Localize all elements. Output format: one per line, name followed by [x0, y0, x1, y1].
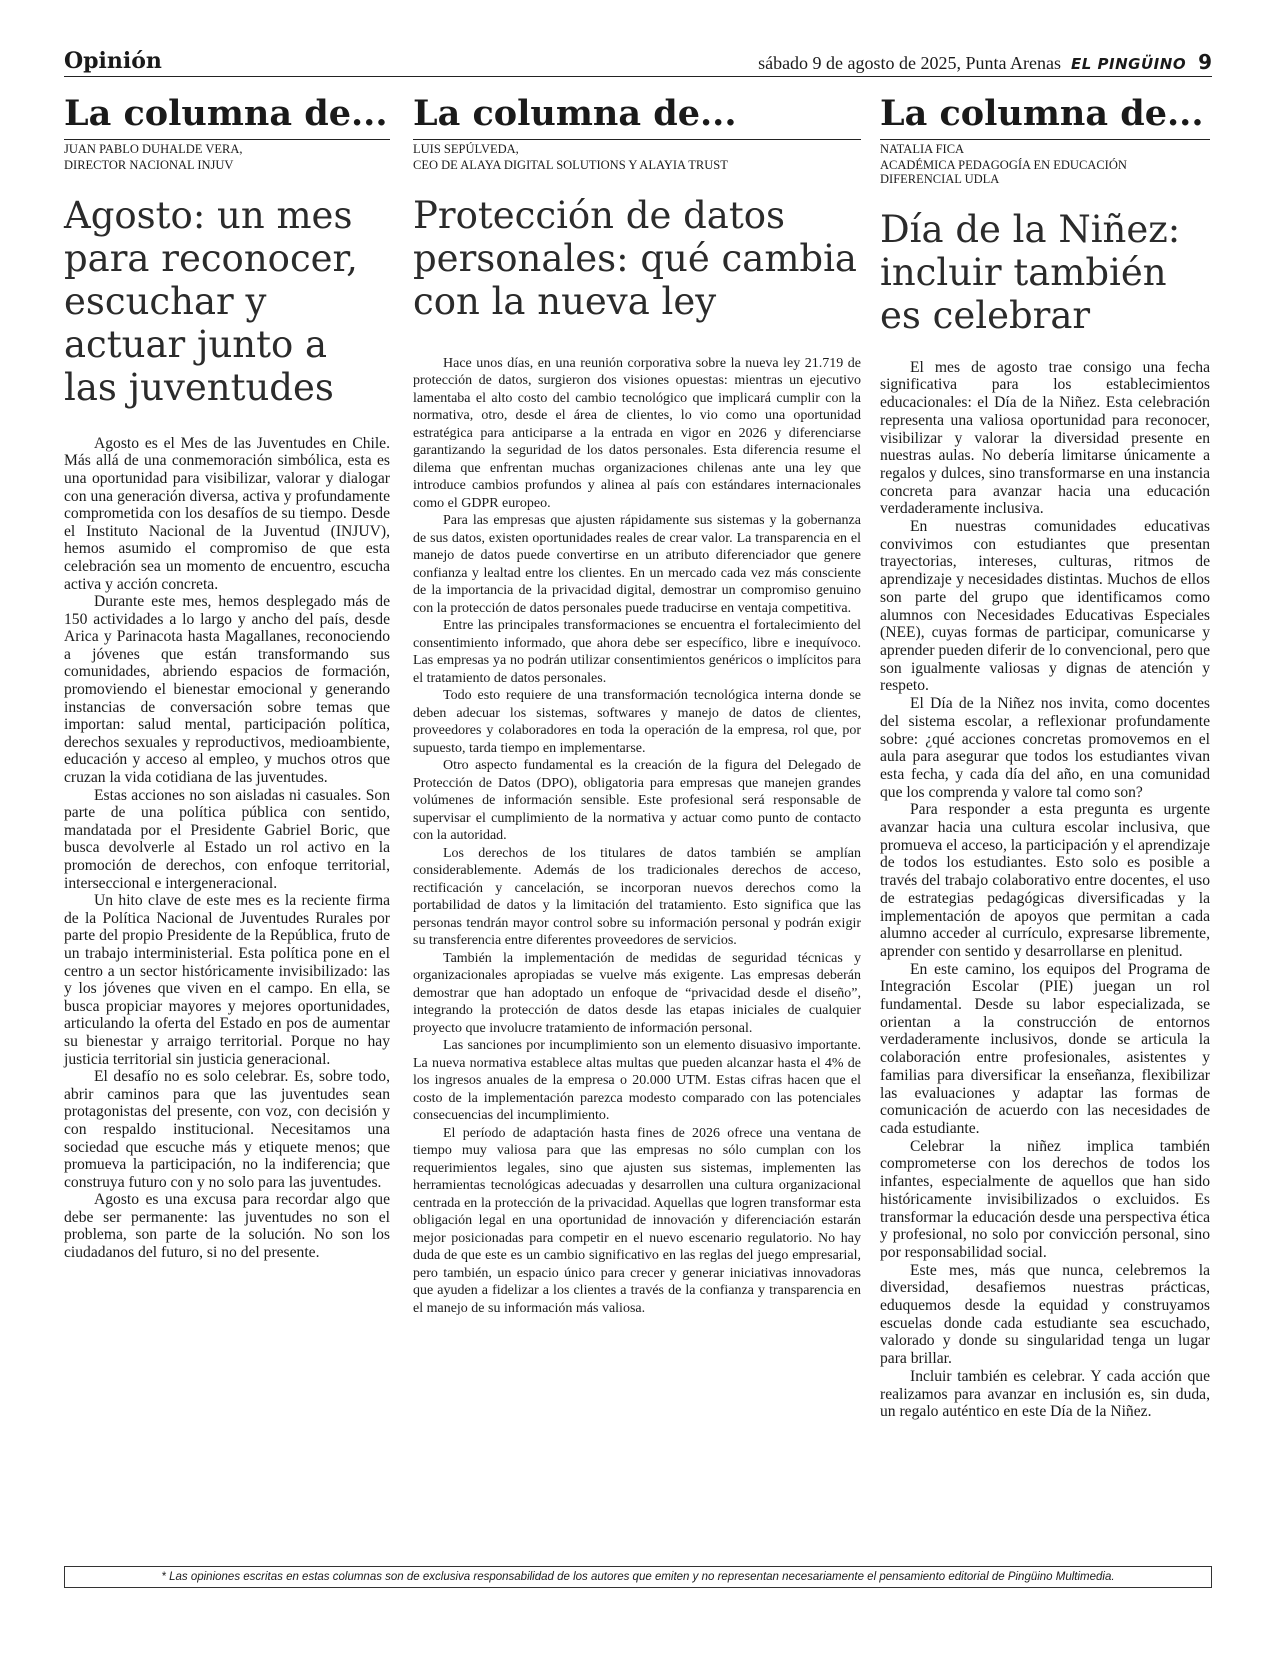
- column-headline: Día de la Niñez: incluir también es celebrar: [880, 207, 1181, 337]
- body-paragraph: Durante este mes, hemos desplegado más de 150 actividades a lo largo y ancho del país, desde Arica y Parinacota hasta Magallanes, reconociendo a jóvenes que están transformando sus comunidades, abriendo espacios de formación, promoviendo el bienestar emocional y generando instancias de conversación sobre temas que importan: salud mental, participación política, derechos sexuales y reproductivos, medioambiente, educación y acceso al empleo, y muchos otros que cruzan la vida cotidiana de las juventudes.: [64, 593, 390, 787]
- section-label: Opinión: [64, 48, 162, 74]
- column-kicker: La columna de...: [413, 96, 861, 140]
- body-paragraph: El período de adaptación hasta fines de 2026 ofrece una ventana de tiempo muy valiosa para que las empresas no sólo cumplan con los requerimientos legales, sino que ajusten sus sistemas, implementen las herramientas tecnológicas adecuadas y desarrollen una cultura organizacional centrada en la protección de la privacidad. Aquellas que logren transformar esta obligación legal en una oportunidad de innovación y diferenciación estarán mejor posicionadas para competir en el nuevo escenario regulatorio. No hay duda de que este es un cambio significativo en las reglas del juego empresarial, pero también, un espacio único para crecer y generar iniciativas innovadoras que ayuden a fidelizar a los clientes a través de la confianza y transparencia en el manejo de su información más valiosa.: [413, 1125, 861, 1316]
- body-paragraph: Para las empresas que ajusten rápidamente sus sistemas y la gobernanza de sus datos, existen oportunidades reales de crear valor. La transparencia en el manejo de datos puede convertirse en un atributo diferenciador que genere confianza y lealtad entre los clientes. En un mercado cada vez más consciente de la importancia de la privacidad digital, demostrar un compromiso genuino con la protección de datos personales puede traducirse en ventaja competitiva.: [413, 513, 861, 616]
- dateline: sábado 9 de agosto de 2025, Punta Arenas: [758, 53, 1062, 73]
- body-paragraph: Las sanciones por incumplimiento son un elemento disuasivo importante. La nueva normativa establece altas multas que pueden alcanzar hasta el 4% de los ingresos anuales de la empresa o 20.000 UTM. Estas cifras hacen que el costo de la implementación parezca modesto comparado con las potenciales consecuencias del incumplimiento.: [413, 1038, 861, 1124]
- page-number: 9: [1198, 50, 1212, 74]
- body-paragraph: Este mes, más que nunca, celebremos la diversidad, desafiemos nuestras prácticas, eduquemos desde la equidad y construyamos escuelas donde cada estudiante sea escuchado, valorado y donde su singularidad tenga un lugar para brillar.: [880, 1261, 1210, 1368]
- column-body: [64, 435, 390, 1262]
- body-paragraph: El mes de agosto trae consigo una fecha significativa para los establecimientos educacionales: el Día de la Niñez. Esta celebración representa una valiosa oportunidad para reconocer, visibilizar y valorar la diversidad presente en nuestras aulas. No debería limitarse únicamente a regalos y dulces, sino transformarse en una instancia concreta para avanzar hacia una educación verdaderamente inclusiva.: [880, 358, 1210, 518]
- column-1: [64, 93, 390, 1262]
- author-name: LUIS SEPÚLVEDA,: [413, 141, 519, 156]
- body-paragraph: Todo esto requiere de una transformación tecnológica interna donde se deben adecuar los sistemas, softwares y manejo de datos de clientes, proveedores y colaboradores en toda la operación de la empresa, rol que, por supuesto, tarda tiempo en implementarse.: [413, 688, 861, 756]
- author-title: ACADÉMICA PEDAGOGÍA EN EDUCACIÓN DIFERENCIAL UDLA: [880, 157, 1127, 186]
- column-body: [413, 355, 861, 1318]
- disclaimer-footnote: * Las opiniones escritas en estas columnas son de exclusiva responsabilidad de los autores que emiten y no representan necesariamente el pensamiento editorial de Pingüino Multimedia.: [64, 1566, 1212, 1588]
- header-right: [758, 50, 1212, 74]
- column-2: [413, 93, 861, 1317]
- author-name: NATALIA FICA: [880, 141, 965, 156]
- body-paragraph: Celebrar la niñez implica también comprometerse con los derechos de todos los infantes, especialmente de aquellos que han sido históricamente invisibilizados o excluidos. Es transformar la educación desde una perspectiva ética y profesional, no solo por convicción personal, sino por responsabilidad social.: [880, 1137, 1210, 1261]
- body-paragraph: También la implementación de medidas de seguridad técnicas y organizacionales apropiadas se vuelve más exigente. Las empresas deberán demostrar que han adoptado un enfoque de “privacidad desde el diseño”, integrando la protección de datos desde las etapas iniciales de cualquier proyecto que involucre tratamiento de información personal.: [413, 950, 861, 1036]
- column-3: [880, 93, 1210, 1421]
- body-paragraph: El Día de la Niñez nos invita, como docentes del sistema escolar, a reflexionar profundamente sobre: ¿qué acciones concretas promovemos en el aula para asegurar que todos los estudiantes vivan esta fecha, y cada día del año, en una comunidad que los comprenda y valore tal como son?: [880, 695, 1210, 801]
- column-kicker: La columna de...: [64, 96, 390, 140]
- column-body: [880, 359, 1210, 1421]
- body-paragraph: El desafío no es solo celebrar. Es, sobre todo, abrir caminos para que las juventudes sean protagonistas del presente, con voz, con decisión y con respaldo institucional. Necesitamos una sociedad que escuche más y etiquete menos; que promueva la participación, no la indiferencia; que construya futuro con y no solo para las juventudes.: [64, 1068, 390, 1191]
- body-paragraph: Otro aspecto fundamental es la creación de la figura del Delegado de Protección de Datos (DPO), obligatoria para empresas que manejen grandes volúmenes de información sensible. Este profesional será responsable de supervisar el cumplimiento de la normativa y actuar como punto de contacto con la autoridad.: [413, 758, 861, 844]
- body-paragraph: Agosto es el Mes de las Juventudes en Chile. Más allá de una conmemoración simbólica, esta es una oportunidad para visibilizar, valorar y dialogar con una generación diversa, activa y profundamente comprometida con los desafíos de su tiempo. Desde el Instituto Nacional de la Juventud (INJUV), hemos asumido el compromiso de que esta celebración sea un momento de encuentro, escucha activa y acción concreta.: [64, 434, 390, 593]
- body-paragraph: Entre las principales transformaciones se encuentra el fortalecimiento del consentimiento informado, que ahora debe ser específico, libre e inequívoco. Las empresas ya no podrán utilizar consentimientos genéricos o implícitos para el tratamiento de datos personales.: [413, 618, 861, 686]
- column-kicker: La columna de...: [880, 96, 1210, 140]
- newspaper-logo: EL PINGÜINO: [1071, 55, 1187, 73]
- column-headline: Agosto: un mes para reconocer, escuchar y actuar junto a las juventudes: [64, 193, 358, 409]
- body-paragraph: Incluir también es celebrar. Y cada acción que realizamos para avanzar en inclusión es, sin duda, un regalo auténtico en este Día de la Niñez.: [880, 1367, 1210, 1421]
- body-paragraph: Un hito clave de este mes es la reciente firma de la Política Nacional de Juventudes Rurales por parte del propio Presidente de la República, fruto de un trabajo interministerial. Esta política pone en el centro a un sector históricamente invisibilizado: las y los jóvenes que viven en el campo. En ella, se busca propiciar mayores y mejores oportunidades, articulando la oferta del Estado en pos de aumentar su bienestar y arraigo territorial. Porque no hay justicia territorial sin justicia generacional.: [64, 892, 390, 1068]
- body-paragraph: En nuestras comunidades educativas convivimos con estudiantes que presentan trayectorias, intereses, culturas, ritmos de aprendizaje y necesidades distintas. Muchos de ellos son parte del grupo que identificamos como alumnos con Necesidades Educativas Especiales (NEE), cuyas formas de participar, comunicarse y aprender pueden diferir de lo convencional, pero que son igualmente valiosas y dignas de atención y respeto.: [880, 518, 1210, 695]
- body-paragraph: Hace unos días, en una reunión corporativa sobre la nueva ley 21.719 de protección de datos, surgieron dos visiones opuestas: mientras un ejecutivo lamentaba el alto costo del cambio tecnológico que implicará cumplir con la normativa, otro, desde el área de clientes, lo vio como una oportunidad estratégica para anticiparse a la entrada en vigor en 2026 y diferenciarse garantizando la seguridad de los datos personales. Esta diferencia resume el dilema que enfrentan muchas organizaciones chilenas ante una ley que introduce cambios profundos y alinea al país con estándares internacionales como el GDPR europeo.: [413, 355, 861, 511]
- page-header: [64, 46, 1212, 77]
- body-paragraph: En este camino, los equipos del Programa de Integración Escolar (PIE) juegan un rol fundamental. Desde su labor especializada, se orientan a la construcción de entornos verdaderamente inclusivos, donde se articula la colaboración entre profesionales, asistentes y familias para diversificar la enseñanza, flexibilizar las evaluaciones y adaptar las formas de comunicación de acuerdo con las necesidades de cada estudiante.: [880, 960, 1210, 1137]
- author-title: CEO DE ALAYA DIGITAL SOLUTIONS Y ALAYIA TRUST: [413, 157, 728, 172]
- body-paragraph: Estas acciones no son aisladas ni casuales. Son parte de una política pública con sentido, mandatada por el Presidente Gabriel Boric, que busca devolverle al Estado un rol activo en la promoción de derechos, con enfoque territorial, interseccional e intergeneracional.: [64, 786, 390, 892]
- body-paragraph: Agosto es una excusa para recordar algo que debe ser permanente: las juventudes no son el problema, son parte de la solución. No son los ciudadanos del futuro, si no del presente.: [64, 1191, 390, 1262]
- author-title: DIRECTOR NACIONAL INJUV: [64, 157, 234, 172]
- body-paragraph: Los derechos de los titulares de datos también se amplían considerablemente. Además de los tradicionales derechos de acceso, rectificación y cancelación, se incorporan nuevos derechos como la portabilidad de datos y la limitación del tratamiento. Esto significa que las personas tendrán mayor control sobre su información personal y podrán exigir su transferencia entre diferentes proveedores de servicios.: [413, 845, 861, 949]
- author-name: JUAN PABLO DUHALDE VERA,: [64, 141, 243, 156]
- column-headline: Protección de datos personales: qué cambia con la nueva ley: [413, 193, 857, 323]
- body-paragraph: Para responder a esta pregunta es urgente avanzar hacia una cultura escolar inclusiva, que promueva el acceso, la participación y el aprendizaje de todos los estudiantes. Esto solo es posible a través del trabajo colaborativo entre docentes, el uso de estrategias pedagógicas diversificadas y la implementación de apoyos que permitan a cada alumno acceder al currículo, expresarse libremente, aprender con sentido y desarrollarse en plenitud.: [880, 801, 1210, 960]
